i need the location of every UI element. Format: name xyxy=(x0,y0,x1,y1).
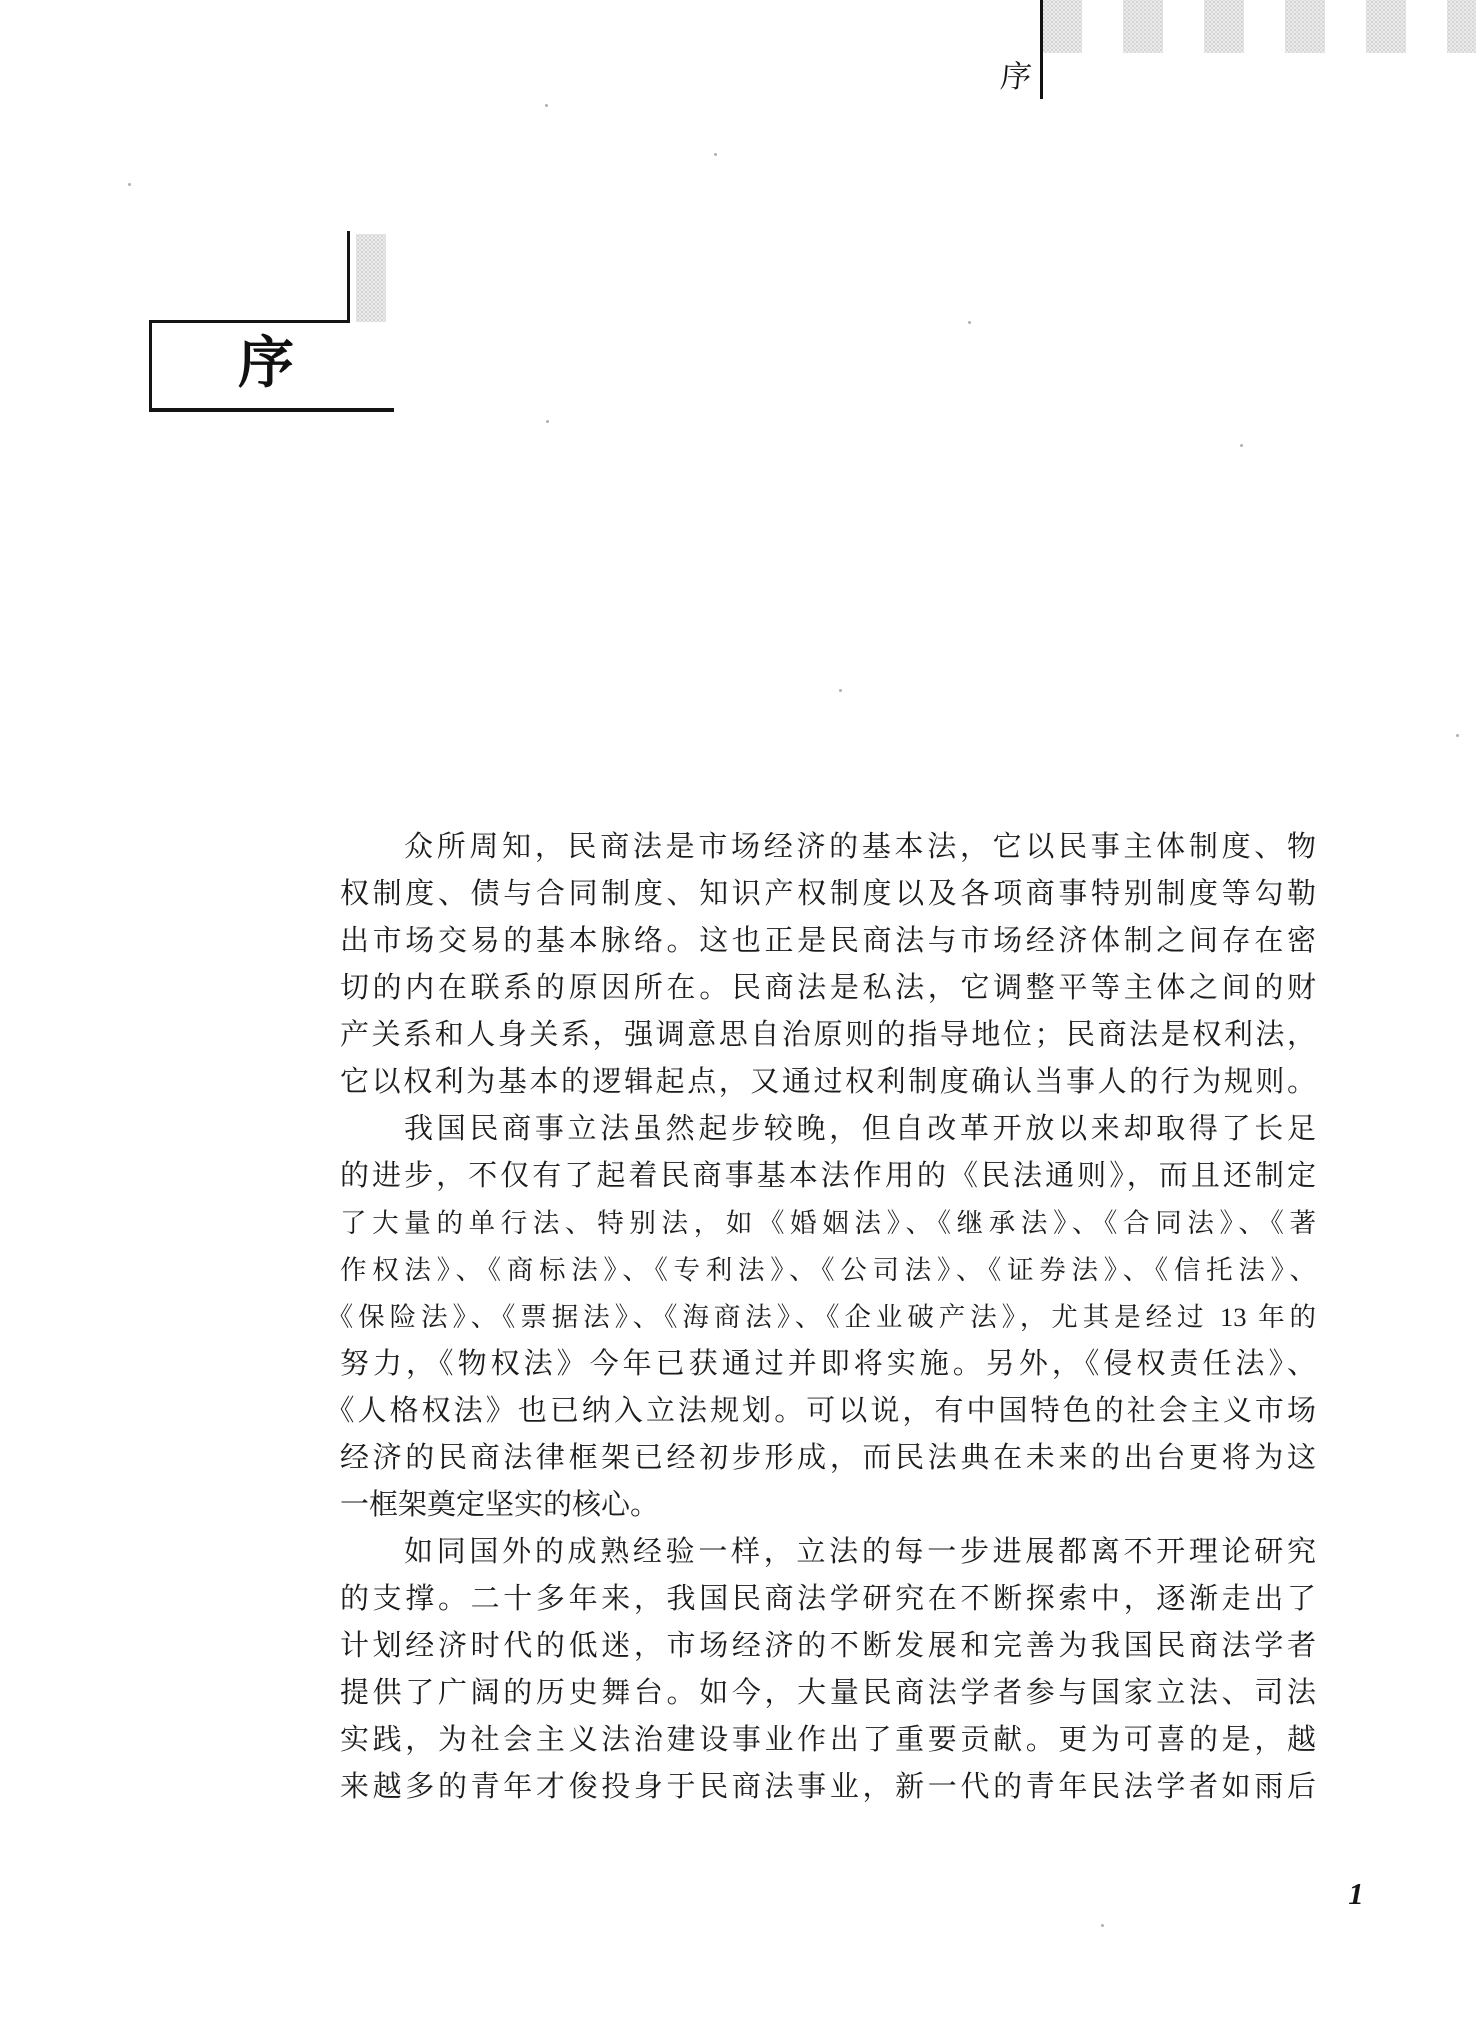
scan-speck xyxy=(1240,444,1243,447)
text-line: 实践，为社会主义法治建设事业作出了重要贡献。更为可喜的是，越 xyxy=(340,1724,1316,1756)
scan-speck xyxy=(1456,734,1459,737)
halftone-block xyxy=(1042,0,1082,53)
text-line: 一框架奠定坚实的核心。 xyxy=(340,1489,660,1521)
text-line: 的支撑。二十多年来，我国民商法学研究在不断探索中，逐渐走出了 xyxy=(340,1583,1316,1615)
text-line: 《保险法》、《票据法》、《海商法》、《企业破产法》，尤其是经过 13 年的 xyxy=(326,1302,1316,1332)
halftone-block xyxy=(1204,0,1244,53)
text-line: 权制度、债与合同制度、知识产权制度以及各项商事特别制度等勾勒 xyxy=(340,878,1316,910)
text-line: 众所周知，民商法是市场经济的基本法，它以民事主体制度、物 xyxy=(404,831,1316,863)
text-line: 努力，《物权法》今年已获通过并即将实施。另外，《侵权责任法》、 xyxy=(340,1348,1316,1380)
halftone-block xyxy=(1366,0,1406,53)
running-head-rule xyxy=(1040,0,1043,99)
text-line: 我国民商事立法虽然起步较晚，但自改革开放以来却取得了长足 xyxy=(404,1113,1316,1145)
text-line: 来越多的青年才俊投身于民商法事业，新一代的青年民法学者如雨后 xyxy=(340,1771,1316,1803)
text-line: 如同国外的成熟经验一样，立法的每一步进展都离不开理论研究 xyxy=(404,1536,1316,1568)
scan-speck xyxy=(128,183,131,186)
text-line: 出市场交易的基本脉络。这也正是民商法与市场经济体制之间存在密 xyxy=(340,925,1316,957)
text-line: 它以权利为基本的逻辑起点，又通过权利制度确认当事人的行为规则。 xyxy=(340,1066,1316,1098)
paragraph xyxy=(325,1106,1316,1529)
running-head-title: 序 xyxy=(999,59,1034,94)
halftone-block xyxy=(1285,0,1325,53)
text-line: 产关系和人身关系，强调意思自治原则的指导地位；民商法是权利法， xyxy=(340,1019,1316,1051)
title-box-vertical-rule xyxy=(347,231,350,323)
scan-speck xyxy=(545,104,548,107)
body-text xyxy=(325,824,1316,1811)
text-line: 切的内在联系的原因所在。民商法是私法，它调整平等主体之间的财 xyxy=(340,972,1316,1004)
scan-speck xyxy=(546,420,549,423)
title-box-top-rule xyxy=(149,320,350,323)
halftone-block xyxy=(1447,0,1476,53)
paragraph xyxy=(340,824,1316,1106)
scan-speck xyxy=(714,153,717,156)
text-line: 提供了广阔的历史舞台。如今，大量民商法学者参与国家立法、司法 xyxy=(340,1677,1316,1709)
paragraph xyxy=(340,1529,1316,1811)
text-line: 计划经济时代的低迷，市场经济的不断发展和完善为我国民商法学者 xyxy=(340,1630,1316,1662)
chapter-title: 序 xyxy=(238,333,294,395)
title-box-left-rule xyxy=(149,320,152,412)
text-line: 的进步，不仅有了起着民商事基本法作用的《民法通则》，而且还制定 xyxy=(340,1160,1316,1192)
page-number: 1 xyxy=(1348,1876,1364,1911)
scan-speck xyxy=(839,689,842,692)
text-line: 作权法》、《商标法》、《专利法》、《公司法》、《证券法》、《信托法》、 xyxy=(340,1255,1316,1285)
halftone-block xyxy=(1123,0,1163,53)
text-line: 了大量的单行法、特别法，如《婚姻法》、《继承法》、《合同法》、《著 xyxy=(340,1208,1316,1238)
halftone-block xyxy=(356,234,386,322)
title-box-bottom-rule xyxy=(149,408,394,412)
text-line: 《人格权法》也已纳入立法规划。可以说，有中国特色的社会主义市场 xyxy=(325,1395,1316,1427)
scan-speck xyxy=(1101,1924,1104,1927)
text-line: 经济的民商法律框架已经初步形成，而民法典在未来的出台更将为这 xyxy=(340,1442,1316,1474)
scan-speck xyxy=(968,321,971,324)
